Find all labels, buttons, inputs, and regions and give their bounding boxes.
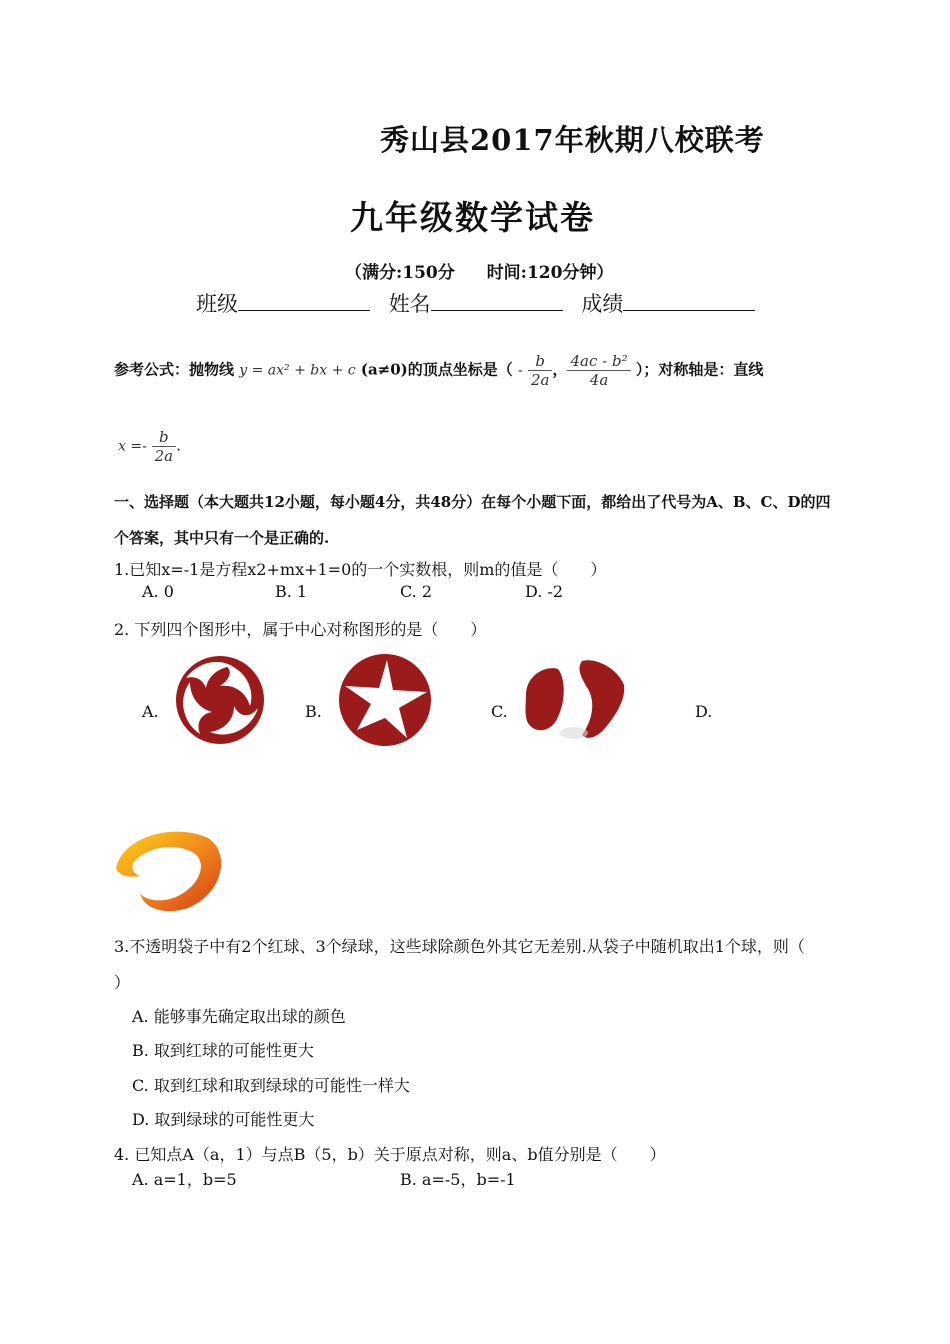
name-label: 姓名 (388, 292, 431, 316)
q4-option-a[interactable]: A. a=1，b=5 (132, 1170, 237, 1189)
figure-c-right-drop (580, 660, 625, 738)
axis-lhs: x =- (118, 438, 147, 455)
q1-option-c[interactable]: C. 2 (400, 582, 433, 601)
q1-stem: 1.已知x=-1是方程x2+mx+1=0的一个实数根，则m的值是（ ） (114, 560, 607, 579)
axis-denominator: 2a (154, 447, 174, 465)
q3-option-b[interactable]: B. 取到红球的可能性更大 (132, 1041, 314, 1060)
q2-option-b-label[interactable]: B. (305, 702, 322, 721)
figure-a-center (211, 691, 229, 709)
exam-time: 时间:120分钟） (486, 263, 614, 283)
reference-formula (114, 352, 763, 389)
q4-stem: 4. 已知点A（a，1）与点B（5，b）关于原点对称，则a、b值分别是（ ） (114, 1145, 666, 1164)
figure-c-shadow (560, 727, 588, 739)
q2-option-c-label[interactable]: C. (491, 702, 508, 721)
axis-numerator: b (152, 428, 177, 447)
q4-option-b[interactable]: B. a=-5，b=-1 (400, 1170, 516, 1189)
vertex-minus: - (518, 362, 523, 379)
vertex-comma: ， (552, 360, 568, 379)
student-info-row (196, 288, 767, 318)
formula-prefix: 参考公式：抛物线 (114, 360, 235, 379)
exam-title: 九年级数学试卷 (350, 198, 595, 237)
class-label: 班级 (196, 292, 238, 316)
q3-option-c[interactable]: C. 取到红球和取到绿球的可能性一样大 (132, 1076, 410, 1095)
exam-meta (345, 258, 639, 283)
q1-option-d[interactable]: D. -2 (525, 582, 564, 601)
vertex-x-denominator: 2a (530, 371, 550, 389)
vertex-x-fraction (528, 352, 553, 389)
figure-d-ring-logo[interactable] (112, 824, 226, 914)
score-label: 成绩 (581, 292, 624, 316)
exam-school-title: 秀山县2017年秋期八校联考 (380, 123, 765, 157)
q3-stem-line2: ） (114, 973, 131, 992)
q2-stem: 2. 下列四个图形中，属于中心对称图形的是（ ） (114, 620, 487, 639)
section-one-heading: 一、选择题（本大题共12小题，每小题4分，共48分）在每个小题下面，都给出了代号为A、B、C、D的四个答案，其中只有一个是正确的. (114, 493, 831, 547)
figure-a-phoenix-logo[interactable] (172, 652, 268, 748)
q2-option-a-label[interactable]: A. (142, 702, 159, 721)
vertex-x-numerator: b (528, 352, 553, 371)
vertex-y-denominator: 4a (589, 371, 609, 389)
axis-of-symmetry (118, 428, 181, 465)
formula-condition: (a≠0)的顶点坐标是（ (360, 360, 513, 379)
q3-option-a[interactable]: A. 能够事先确定取出球的颜色 (132, 1007, 346, 1026)
q1-option-a[interactable]: A. 0 (142, 582, 174, 601)
formula-suffix: ）；对称轴是：直线 (635, 360, 764, 379)
figure-b-star-logo[interactable] (335, 650, 435, 750)
figure-d-ring (116, 832, 221, 911)
vertex-y-fraction (567, 352, 630, 389)
parabola-equation: y = ax² + bx + c (239, 362, 356, 379)
figure-c-drops-logo[interactable] (518, 655, 630, 747)
q3-stem-line1: 3.不透明袋子中有2个红球、3个绿球，这些球除颜色外其它无差别.从袋子中随机取出1个球，则（ (114, 937, 805, 956)
axis-fraction (152, 428, 177, 465)
score-blank[interactable] (623, 292, 755, 311)
q3-option-d[interactable]: D. 取到绿球的可能性更大 (132, 1110, 315, 1129)
q2-option-d-label[interactable]: D. (695, 702, 713, 721)
name-blank[interactable] (431, 292, 563, 311)
class-blank[interactable] (238, 292, 370, 311)
vertex-y-numerator: 4ac - b² (567, 352, 630, 371)
figure-c-left-drop (526, 668, 564, 730)
axis-period: . (176, 436, 181, 455)
full-score: （满分:150分 (345, 263, 455, 283)
q1-option-b[interactable]: B. 1 (275, 582, 308, 601)
